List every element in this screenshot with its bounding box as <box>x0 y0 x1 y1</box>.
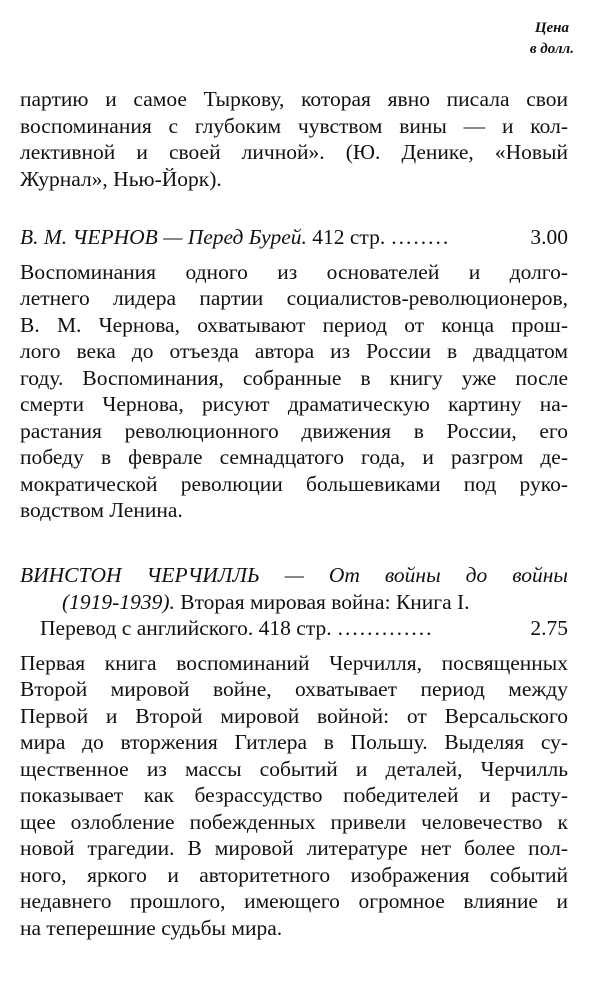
churchill-heading-line-2 <box>20 589 568 616</box>
entry-chernov-dash: — <box>157 225 188 249</box>
chernov-desc-line-2: летнего лидера партии социалистов-революционеров, <box>20 286 568 310</box>
churchill-desc-line-8: новой трагедии. В мировой литературе нет более пол- <box>20 836 568 860</box>
price-header-line2: в долл. <box>529 41 574 57</box>
entry-churchill-author: ВИНСТОН ЧЕРЧИЛЛЬ <box>20 563 260 587</box>
entry-churchill-translation: Перевод с английского. 418 стр. <box>40 616 332 640</box>
price-column-header <box>530 18 574 60</box>
churchill-desc-line-11: на теперешние судьбы мира. <box>20 915 283 940</box>
chernov-desc-line-5: году. Воспоминания, собранные в книгу уже после <box>20 365 568 390</box>
entry-churchill-heading <box>20 562 568 615</box>
entry-churchill-title-part1: От войны до войны <box>328 563 568 587</box>
churchill-desc-line-2: Второй мировой войне, охватывает период между <box>20 677 568 701</box>
chernov-desc-line-1: Воспоминания одного из основателей и долго- <box>20 259 568 284</box>
churchill-desc-line-10: недавнего прошлого, имеющего огромное влияние и <box>20 889 568 913</box>
intro-line-1: партию и самое Тыркову, которая явно писала свои <box>20 87 568 111</box>
entry-chernov-heading <box>20 224 568 251</box>
entry-churchill-dash: — <box>259 563 329 587</box>
entry-chernov <box>20 224 568 524</box>
intro-line-2: воспоминания с глубоким чувством вины — и кол- <box>20 113 568 138</box>
entry-churchill-title-part2: (1919-1939). <box>62 589 175 614</box>
entry-chernov-title: Перед Бурей. <box>187 225 307 249</box>
entry-churchill-series: Вторая мировая война: Книга I. <box>174 589 470 614</box>
entry-churchill-price: 2.75 <box>530 616 568 640</box>
chernov-desc-line-8: победу в феврале семнадцатого года, и разгром де- <box>20 445 568 469</box>
churchill-desc-line-4: мира до вторжения Гитлера в Польшу. Выделяя су- <box>20 730 568 754</box>
entry-churchill-leader-dots: ............. <box>337 616 434 640</box>
churchill-desc-line-9: ного, яркого и авторитетного изображения событий <box>20 862 568 887</box>
entry-chernov-leader-dots: ........ <box>391 225 451 249</box>
price-header-line1: Цена <box>534 20 569 36</box>
churchill-heading-line-1 <box>20 562 568 589</box>
entry-chernov-price: 3.00 <box>530 225 568 249</box>
chernov-desc-line-9: мократической революции большевиками под руко- <box>20 471 568 496</box>
chernov-desc-line-7: растания революционного движения в России, его <box>20 418 568 443</box>
chernov-desc-line-6: смерти Чернова, рисуют драматическую картину на- <box>20 392 568 416</box>
churchill-desc-line-1: Первая книга воспоминаний Черчилля, посвященных <box>20 650 568 675</box>
entry-chernov-description <box>20 259 568 524</box>
entry-churchill <box>20 562 568 941</box>
entry-chernov-author: В. М. ЧЕРНОВ <box>20 225 158 249</box>
chernov-desc-line-10: водством Ленина. <box>20 498 183 522</box>
churchill-desc-line-5: щественное из массы событий и деталей, Черчилль <box>20 756 568 781</box>
intro-line-4: Журнал», Нью-Йорк). <box>20 166 222 191</box>
entry-chernov-pages: 412 стр. <box>306 225 386 249</box>
churchill-desc-line-7: щее озлобление побежденных привели человечество к <box>20 809 568 834</box>
intro-line-3: лективной и своей личной». (Ю. Денике, «Новый <box>20 140 568 164</box>
churchill-desc-line-3: Первой и Второй мировой войной: от Версальского <box>20 703 568 728</box>
churchill-heading-line-3 <box>20 615 568 642</box>
chernov-desc-line-4: лого века до отъезда автора из России в двадцатом <box>20 339 568 363</box>
intro-paragraph <box>20 86 568 192</box>
churchill-desc-line-6: показывает как безрассудство победителей и расту- <box>20 783 568 807</box>
entry-churchill-description <box>20 650 568 942</box>
chernov-desc-line-3: В. М. Чернова, охватывают период от конца прош- <box>20 312 568 337</box>
